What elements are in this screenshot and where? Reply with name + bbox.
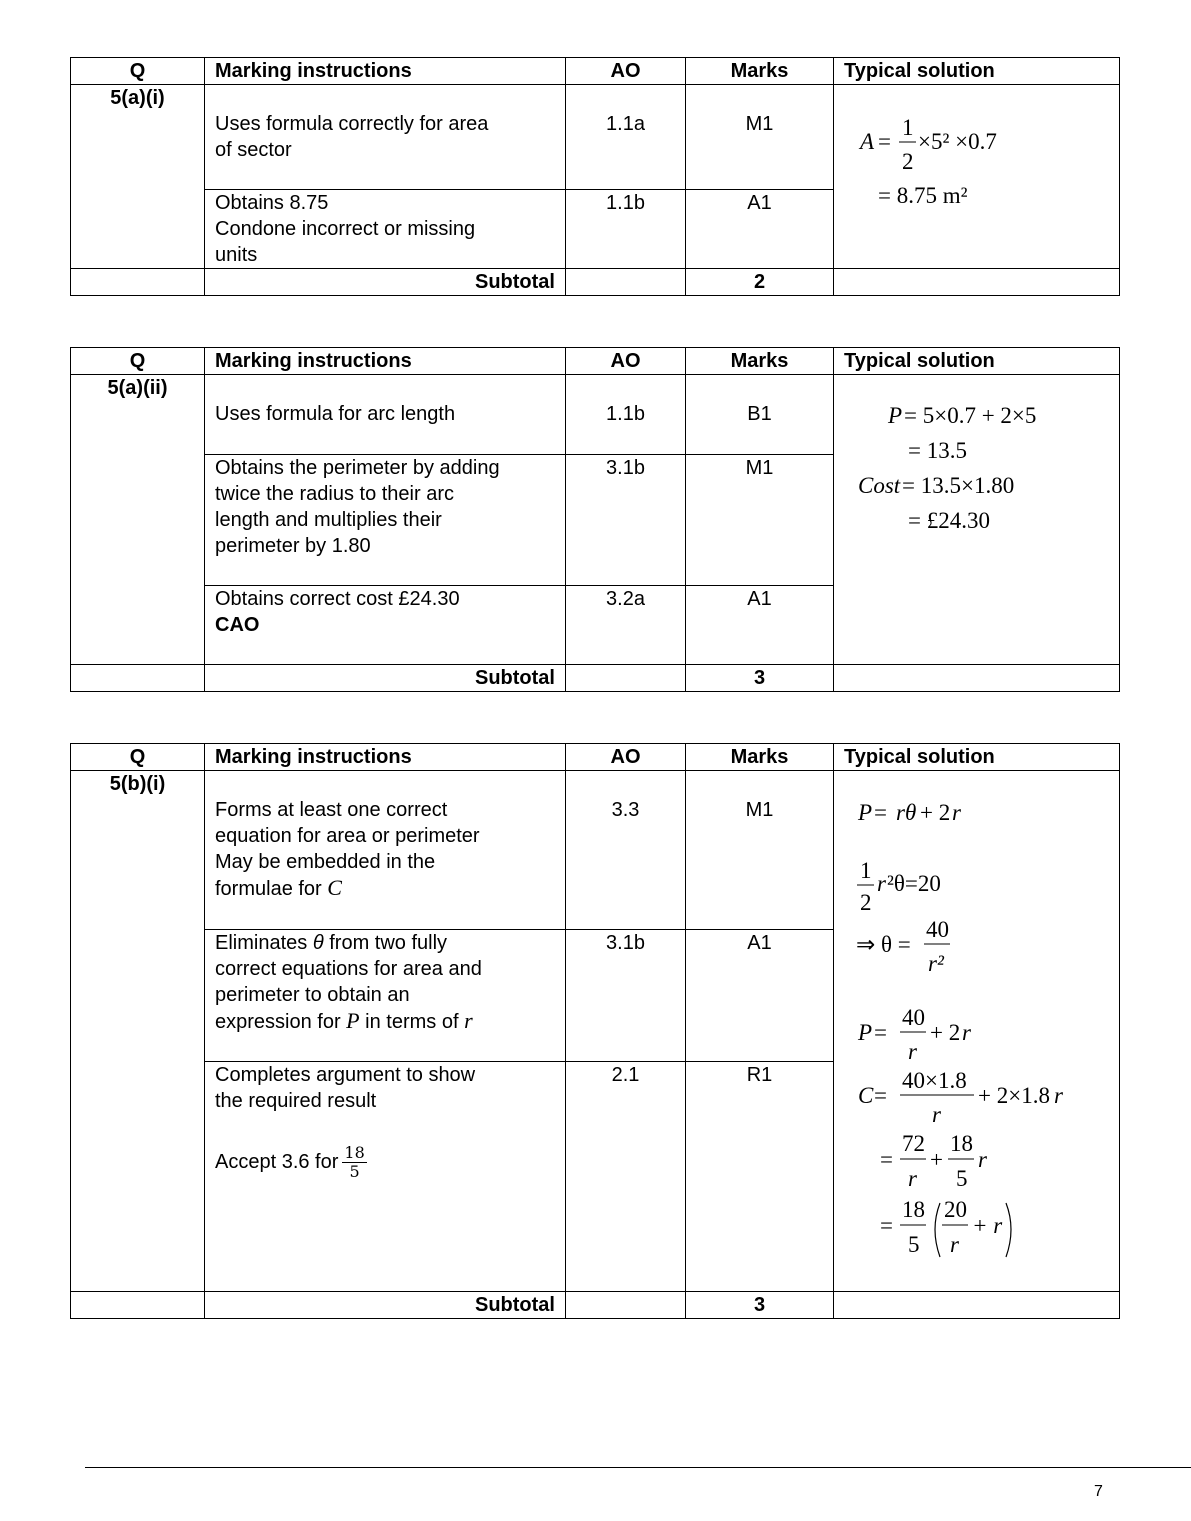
mark-code: M1 [686, 455, 834, 586]
ao-code: 1.1b [566, 190, 686, 269]
svg-text:r: r [950, 1232, 959, 1257]
header-ao: AO [566, 58, 686, 85]
svg-text:18: 18 [950, 1131, 973, 1156]
header-marks: Marks [686, 58, 834, 85]
header-typical-solution: Typical solution [834, 348, 1120, 375]
svg-text:=: = [880, 1213, 893, 1238]
svg-text:= 8.75 m²: = 8.75 m² [878, 183, 968, 208]
svg-text:40×1.8: 40×1.8 [902, 1068, 967, 1093]
subtotal-marks: 2 [686, 269, 834, 296]
svg-text:= 5×0.7 + 2×5: = 5×0.7 + 2×5 [904, 403, 1037, 428]
typical-solution [834, 375, 1120, 665]
svg-text:=: = [874, 1020, 887, 1045]
header-ao: AO [566, 348, 686, 375]
svg-text:P: P [858, 800, 873, 825]
ao-code: 1.1a [566, 85, 686, 190]
svg-text:1: 1 [860, 858, 872, 883]
question-id: 5(a)(ii) [71, 375, 205, 665]
svg-text:+ 2: + 2 [920, 800, 951, 825]
header-typical-solution: Typical solution [834, 744, 1120, 771]
svg-text:r: r [978, 1147, 987, 1172]
header-ao: AO [566, 744, 686, 771]
svg-text:= £24.30: = £24.30 [908, 508, 990, 533]
subtotal-label: Subtotal [205, 665, 566, 692]
header-marks: Marks [686, 348, 834, 375]
solution-math [844, 771, 1191, 1291]
solution-math [844, 375, 1191, 661]
marking-instruction: Completes argument to show the required result Accept 3.6 for $\frac{18}{5}$ [205, 1062, 566, 1292]
svg-text:²θ=20: ²θ=20 [887, 871, 941, 896]
ao-code: 3.2a [566, 586, 686, 665]
svg-text:18: 18 [902, 1197, 925, 1222]
svg-text:=: = [878, 129, 891, 154]
svg-text:r²: r² [928, 951, 944, 976]
svg-text:P: P [858, 1020, 873, 1045]
svg-text:5: 5 [956, 1166, 968, 1191]
svg-text:72: 72 [902, 1131, 925, 1156]
svg-text:r: r [962, 1020, 971, 1045]
svg-text:2: 2 [902, 149, 914, 174]
header-marking-instructions: Marking instructions [205, 744, 566, 771]
mark-code: A1 [686, 929, 834, 1062]
svg-text:1: 1 [902, 115, 914, 140]
svg-text:= 13.5: = 13.5 [908, 438, 967, 463]
svg-text:⇒ θ =: ⇒ θ = [856, 932, 911, 957]
mark-code: R1 [686, 1062, 834, 1292]
marking-instruction: Uses formula correctly for area of sector [205, 85, 566, 190]
svg-text:40: 40 [902, 1005, 925, 1030]
subtotal-marks: 3 [686, 665, 834, 692]
ao-code: 2.1 [566, 1062, 686, 1292]
svg-text:C: C [858, 1083, 874, 1108]
svg-text:r: r [952, 800, 961, 825]
marking-instruction: Forms at least one correct equation for area or perimeter May be embedded in the formulae for C [205, 771, 566, 930]
marking-instruction: Obtains 8.75 Condone incorrect or missing units [205, 190, 566, 269]
mark-code: A1 [686, 190, 834, 269]
header-q: Q [71, 348, 205, 375]
svg-text:+ r: + r [972, 1213, 1003, 1238]
ao-code: 1.1b [566, 375, 686, 455]
svg-text:40: 40 [926, 917, 949, 942]
header-q: Q [71, 744, 205, 771]
marking-table-5aii [70, 347, 1120, 692]
svg-text:=: = [874, 800, 887, 825]
marking-table-5bi [70, 743, 1120, 1319]
ao-code: 3.1b [566, 455, 686, 586]
svg-text:P: P [888, 403, 903, 428]
fraction-18-5: $\frac{18}{5}$ [344, 1143, 365, 1182]
svg-text:=: = [880, 1147, 893, 1172]
svg-text:Cost: Cost [858, 473, 901, 498]
mark-code: M1 [686, 85, 834, 190]
marking-instruction: Obtains correct cost £24.30 CAO [205, 586, 566, 665]
svg-text:= 13.5×1.80: = 13.5×1.80 [902, 473, 1015, 498]
svg-text:+ 2×1.8: + 2×1.8 [978, 1083, 1050, 1108]
header-typical-solution: Typical solution [834, 58, 1120, 85]
svg-text:+: + [930, 1147, 943, 1172]
marking-instruction: Eliminates θ from two fully correct equations for area and perimeter to obtain an expression for P in terms of r [205, 929, 566, 1062]
svg-text:5: 5 [908, 1232, 920, 1257]
svg-text:rθ: rθ [896, 800, 917, 825]
typical-solution [834, 85, 1120, 269]
svg-text:=: = [874, 1083, 887, 1108]
marking-instruction: Uses formula for arc length [205, 375, 566, 455]
header-marking-instructions: Marking instructions [205, 58, 566, 85]
ao-code: 3.3 [566, 771, 686, 930]
svg-text:+ 2: + 2 [930, 1020, 961, 1045]
header-marks: Marks [686, 744, 834, 771]
svg-text:r: r [1054, 1083, 1063, 1108]
svg-text:20: 20 [944, 1197, 967, 1222]
page-number: 7 [1094, 1483, 1103, 1500]
marking-table-5ai [70, 57, 1120, 296]
question-id: 5(a)(i) [71, 85, 205, 269]
svg-text:r: r [932, 1102, 941, 1127]
typical-solution [834, 771, 1120, 1292]
svg-text:r: r [908, 1166, 917, 1191]
svg-text:2: 2 [860, 890, 872, 915]
subtotal-label: Subtotal [205, 269, 566, 296]
svg-text:A: A [860, 129, 875, 154]
mark-code: B1 [686, 375, 834, 455]
svg-text:×5² ×0.7: ×5² ×0.7 [918, 129, 997, 154]
svg-text:r: r [877, 871, 886, 896]
subtotal-label: Subtotal [205, 1292, 566, 1319]
header-marking-instructions: Marking instructions [205, 348, 566, 375]
solution-math [844, 85, 1191, 267]
mark-code: A1 [686, 586, 834, 665]
svg-text:r: r [908, 1039, 917, 1064]
footer-rule [85, 1467, 1191, 1468]
ao-code: 3.1b [566, 929, 686, 1062]
marking-instruction: Obtains the perimeter by adding twice the radius to their arc length and multiplies their perimeter by 1.80 [205, 455, 566, 586]
mark-code: M1 [686, 771, 834, 930]
subtotal-marks: 3 [686, 1292, 834, 1319]
question-id: 5(b)(i) [71, 771, 205, 1292]
header-q: Q [71, 58, 205, 85]
